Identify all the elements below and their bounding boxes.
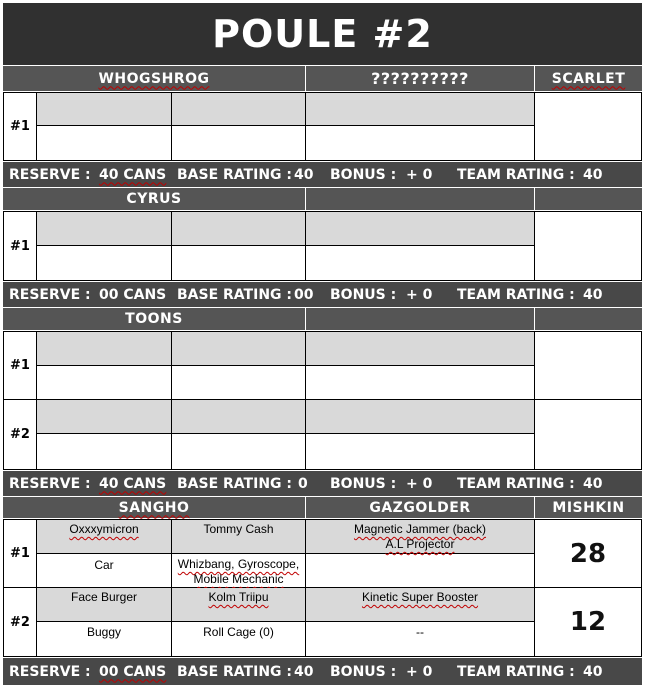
player-header xyxy=(535,188,642,210)
player-header xyxy=(535,66,642,91)
score-value: 12 xyxy=(569,607,607,637)
vehicle-cell xyxy=(37,366,172,400)
team-rating-label: TEAM RATING : xyxy=(457,286,575,303)
reserve-label: RESERVE : xyxy=(9,475,91,492)
opponent-name: ?????????? xyxy=(371,69,469,88)
weapon-cell xyxy=(306,622,535,656)
team-name: CYRUS xyxy=(126,191,182,207)
player-header xyxy=(535,308,642,330)
driver-name: Oxxxymicron xyxy=(69,522,139,536)
weapon-cell xyxy=(306,332,535,366)
reserve-value: 40 CANS xyxy=(99,166,167,183)
team-header xyxy=(3,308,305,330)
perk-cell xyxy=(172,520,306,554)
perk-text: Roll Cage (0) xyxy=(203,625,274,639)
weapon-text: -- xyxy=(416,625,424,639)
team-header xyxy=(3,66,305,91)
reserve-label: RESERVE : xyxy=(9,286,91,303)
vehicle-cell xyxy=(37,554,172,588)
team-rating-label: TEAM RATING : xyxy=(457,475,575,492)
vehicle-cell xyxy=(37,246,172,280)
reserve-value: 00 CANS xyxy=(99,663,167,680)
perk-text: Whizbang, Gyroscope, Mobile Mechanic xyxy=(177,557,300,586)
driver-cell xyxy=(37,332,172,366)
row-label: #1 xyxy=(4,212,37,280)
perk-cell xyxy=(172,554,306,588)
base-rating-label: BASE RATING : xyxy=(177,475,292,492)
base-rating-value: 0 xyxy=(298,475,308,492)
base-rating-value: 40 xyxy=(294,166,314,183)
weapon-cell xyxy=(306,126,535,160)
row-label: #1 xyxy=(4,332,37,400)
reserve-value: 40 CANS xyxy=(99,475,167,492)
team-footer xyxy=(3,658,642,685)
perk-cell xyxy=(172,212,306,246)
weapon-cell xyxy=(306,434,535,469)
perk-cell xyxy=(172,93,306,126)
team-footer xyxy=(3,282,642,307)
opponent-name: GAZGOLDER xyxy=(369,499,471,516)
perk-text: Tommy Cash xyxy=(203,522,274,536)
opponent-header xyxy=(306,497,534,518)
perk-cell xyxy=(172,434,306,469)
bonus-label: BONUS : xyxy=(330,166,397,183)
base-rating-label: BASE RATING : xyxy=(177,663,292,680)
base-rating-label: BASE RATING : xyxy=(177,166,292,183)
perk-cell xyxy=(172,332,306,366)
player-name: MISHKIN xyxy=(552,499,625,516)
driver-cell xyxy=(37,93,172,126)
perk-cell xyxy=(172,400,306,434)
team-name: SANGHO xyxy=(118,499,190,516)
team-rating-value: 40 xyxy=(583,475,603,492)
vehicle-cell xyxy=(37,622,172,656)
base-rating-label: BASE RATING : xyxy=(177,286,292,303)
perk-cell xyxy=(172,622,306,656)
player-name: SCARLET xyxy=(551,70,626,87)
weapon-text: Kinetic Super Booster xyxy=(361,590,479,604)
weapon-text: A.L Projector xyxy=(385,537,455,551)
row-label: #2 xyxy=(4,588,37,656)
opponent-header xyxy=(306,308,534,330)
weapon-cell xyxy=(306,246,535,280)
page-title: POULE #2 xyxy=(3,3,642,65)
team-rating-value: 40 xyxy=(583,663,603,680)
score-cell xyxy=(535,332,641,400)
team-grid xyxy=(3,519,642,657)
reserve-value: 00 CANS xyxy=(99,286,167,303)
driver-cell xyxy=(37,212,172,246)
driver-cell xyxy=(37,520,172,554)
weapon-cell xyxy=(306,212,535,246)
team-name: TOONS xyxy=(125,311,183,327)
row-label: #1 xyxy=(4,93,37,160)
team-grid xyxy=(3,211,642,281)
weapon-cell xyxy=(306,520,535,554)
bonus-value: + 0 xyxy=(406,166,433,183)
driver-cell xyxy=(37,400,172,434)
team-rating-label: TEAM RATING : xyxy=(457,166,575,183)
driver-name: Face Burger xyxy=(70,590,138,604)
opponent-header xyxy=(306,188,534,210)
reserve-label: RESERVE : xyxy=(9,663,91,680)
opponent-header xyxy=(306,66,534,91)
vehicle-cell xyxy=(37,126,172,160)
weapon-cell xyxy=(306,400,535,434)
team-header xyxy=(3,497,305,518)
row-label: #1 xyxy=(4,520,37,588)
weapon-cell xyxy=(306,588,535,622)
bonus-value: + 0 xyxy=(406,663,433,680)
vehicle-name: Car xyxy=(94,558,114,572)
weapon-cell xyxy=(306,93,535,126)
weapon-text: Magnetic Jammer (back) xyxy=(353,522,487,536)
base-rating-value: 40 xyxy=(294,663,314,680)
reserve-label: RESERVE : xyxy=(9,166,91,183)
perk-text: Kolm Triipu xyxy=(208,590,269,604)
team-grid xyxy=(3,92,642,161)
bonus-value: + 0 xyxy=(406,286,433,303)
team-rating-label: TEAM RATING : xyxy=(457,663,575,680)
weapon-cell xyxy=(306,366,535,400)
team-rating-value: 40 xyxy=(583,166,603,183)
perk-cell xyxy=(172,126,306,160)
driver-cell xyxy=(37,588,172,622)
score-value: 28 xyxy=(535,520,641,588)
team-footer xyxy=(3,471,642,496)
bonus-label: BONUS : xyxy=(330,663,397,680)
bonus-label: BONUS : xyxy=(330,286,397,303)
team-name: WHOGSHROG xyxy=(98,70,210,87)
vehicle-cell xyxy=(37,434,172,469)
vehicle-name: Buggy xyxy=(86,625,122,639)
team-header xyxy=(3,188,305,210)
bonus-label: BONUS : xyxy=(330,475,397,492)
team-rating-value: 40 xyxy=(583,286,603,303)
team-grid xyxy=(3,331,642,470)
perk-cell xyxy=(172,246,306,280)
perk-cell xyxy=(172,588,306,622)
row-label: #2 xyxy=(4,400,37,469)
weapon-cell xyxy=(306,554,535,588)
perk-cell xyxy=(172,366,306,400)
team-footer xyxy=(3,162,642,187)
base-rating-value: 00 xyxy=(294,286,314,303)
player-header xyxy=(535,497,642,518)
bonus-value: + 0 xyxy=(406,475,433,492)
